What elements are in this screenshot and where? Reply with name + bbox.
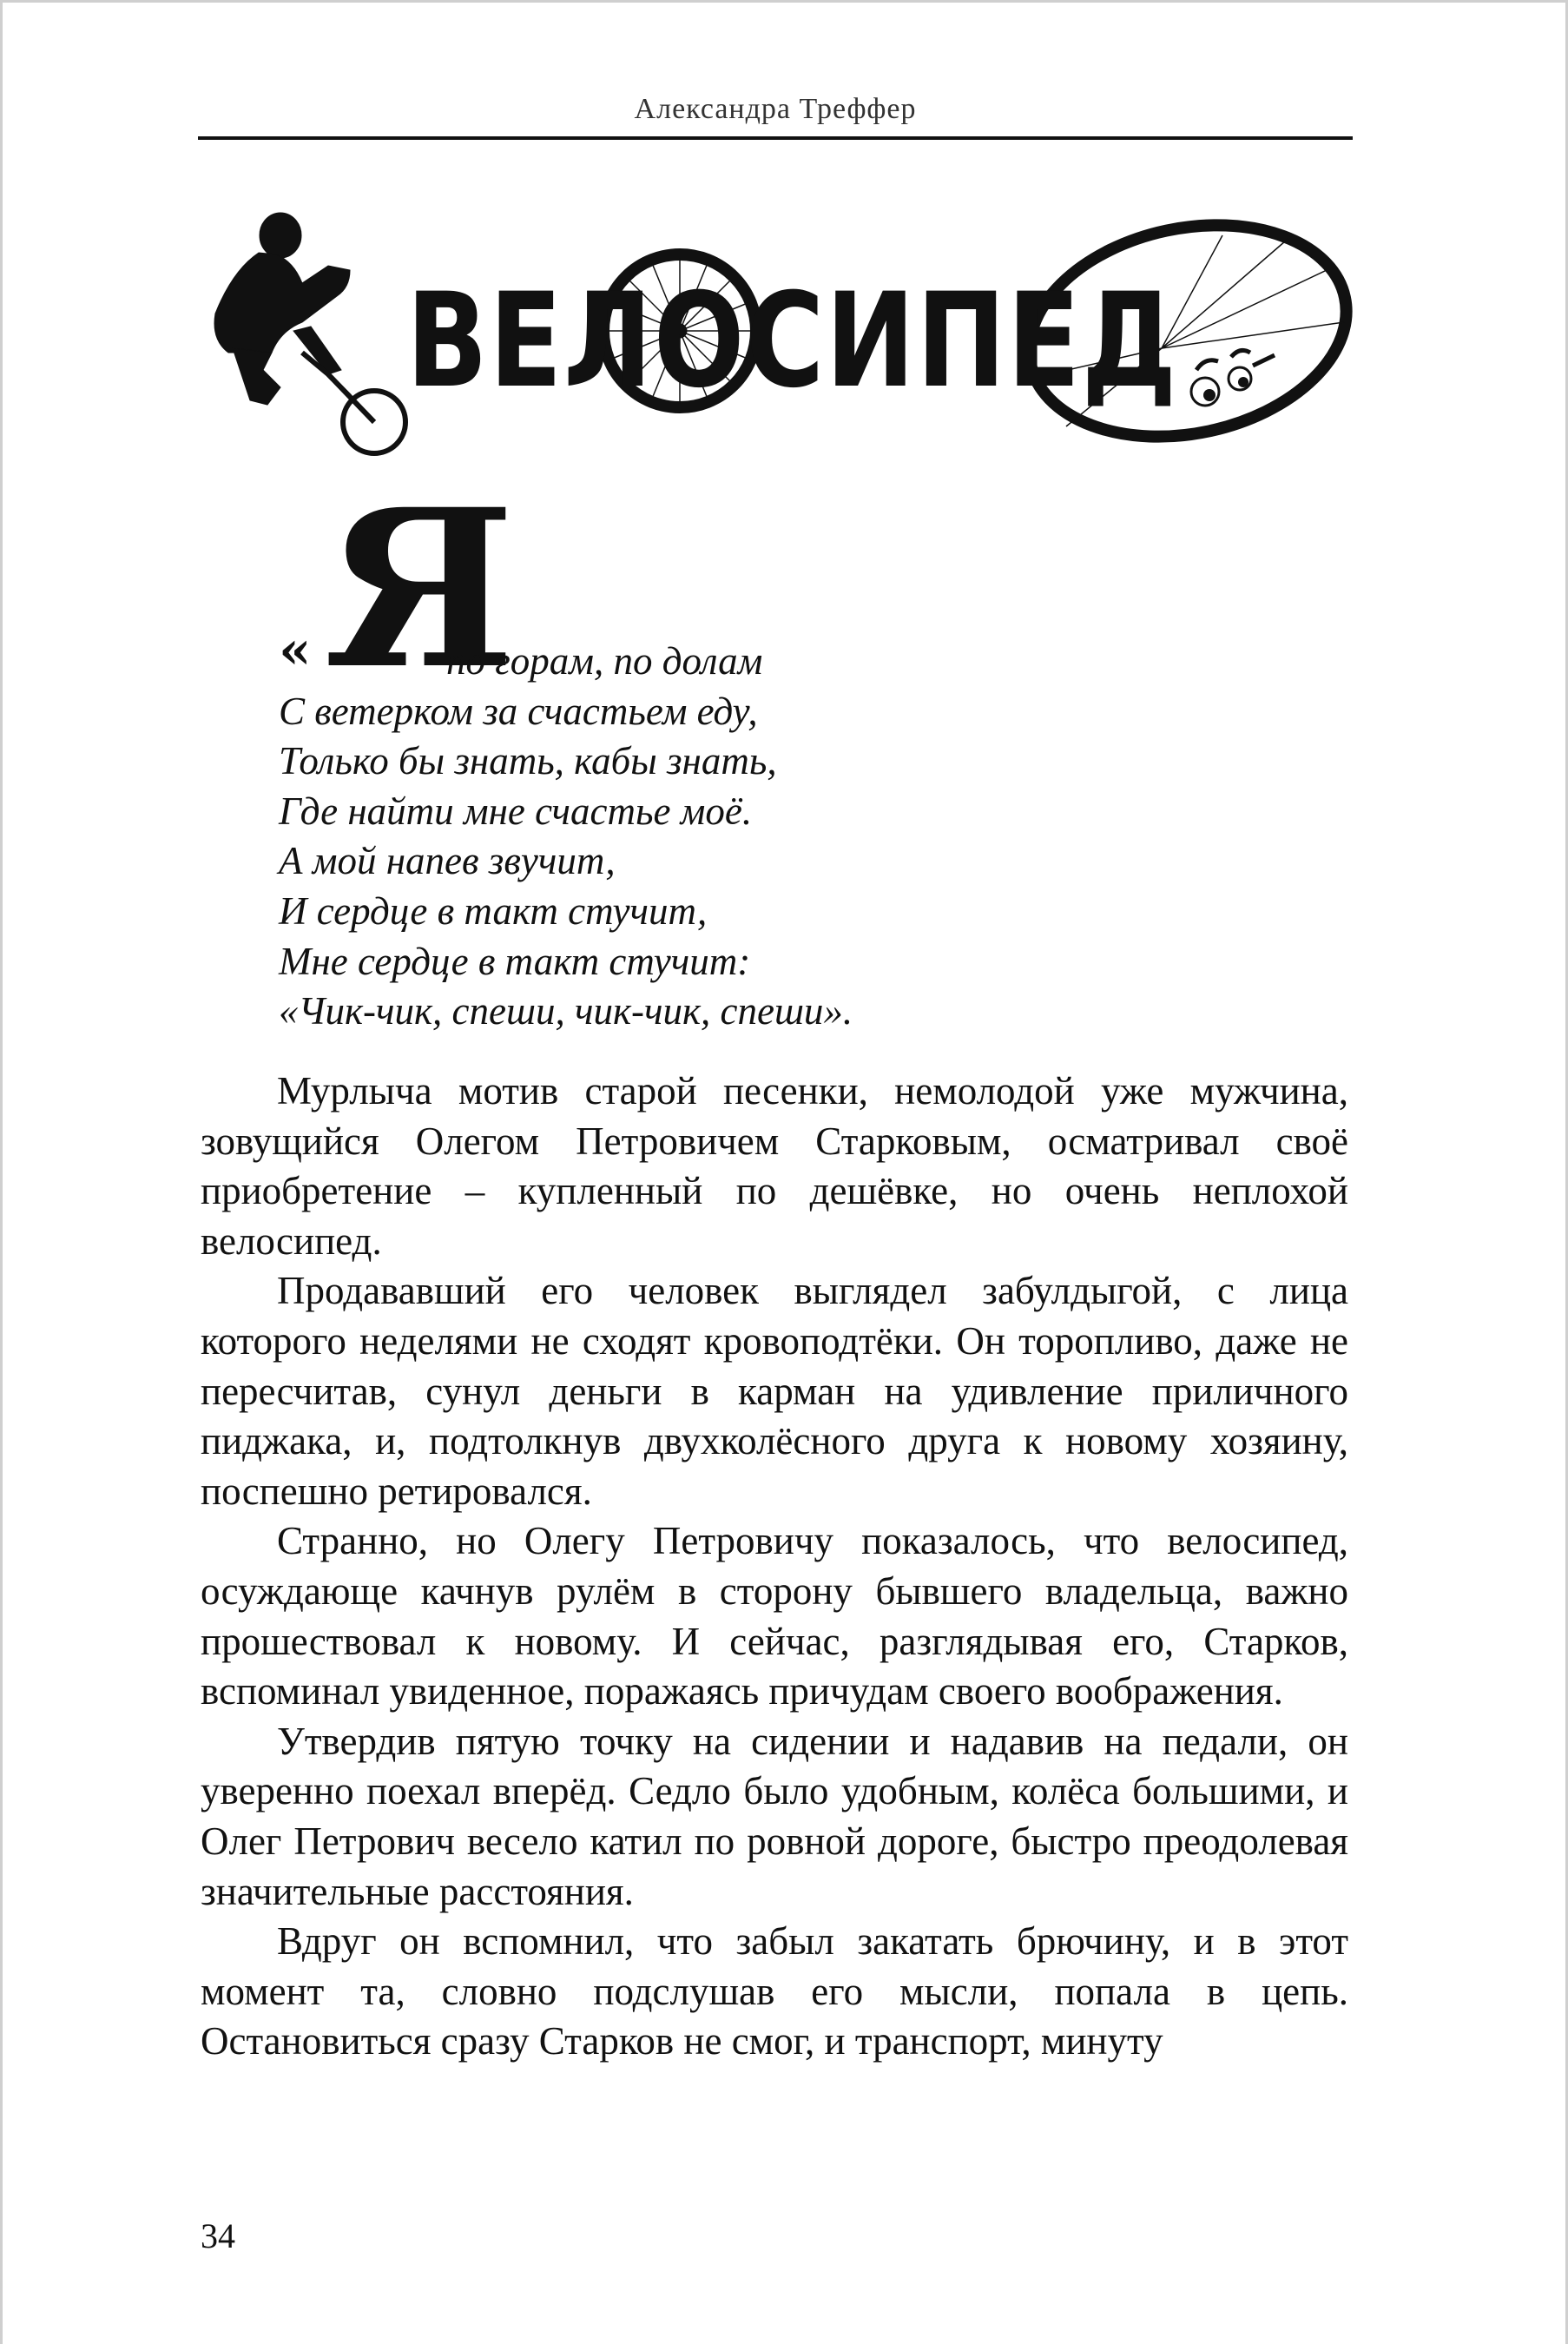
paragraph: Вдруг он вспомнил, что забыл закатать брючину, и в этот момент та, словно подслушав его мысли, попала в цепь. Остановиться сразу Старков не смог, и транспорт, минуту (201, 1919, 1348, 2063)
verse-line: И сердце в такт стучит, (279, 888, 708, 933)
verse-line: С ветерком за счастьем еду, (279, 689, 758, 733)
chapter-title (198, 263, 1361, 419)
running-head: Александра Треффер (634, 93, 917, 125)
verse-line: Мне сердце в такт стучит: (279, 939, 751, 983)
verse-line: по горам, по долам (446, 639, 763, 683)
drop-cap: Я (324, 461, 516, 716)
verse-line: «Чик-чик, спеши, чик-чик, спеши». (279, 989, 853, 1033)
opening-quote-mark: « (279, 620, 312, 681)
page-number: 34 (201, 2216, 235, 2255)
paragraph: Продававший его человек выглядел забулдыгой, с лица которого неделями не сходят кровоподтёки. Он торопливо, даже не пересчитав, сунул деньги в карман на удивление приличного пиджака, и, подтолкнув двухколёсного друга к новому хозяину, поспешно ретировался. (201, 1269, 1348, 1513)
header-rule (198, 136, 1353, 140)
body-text (201, 1066, 1348, 2067)
paragraph: Странно, но Олегу Петровичу показалось, что велосипед, осуждающе качнув рулём в сторону бывшего владельца, важно прошествовал к новому. И сейчас, разглядывая его, Старков, вспоминал увиденное, поражаясь причудам своего воображения. (201, 1519, 1348, 1713)
epigraph-verse (279, 637, 1321, 1037)
verse-line: Где найти мне счастье моё. (279, 789, 753, 833)
verse-line: Только бы знать, кабы знать, (279, 739, 777, 783)
paragraph: Утвердив пятую точку на сидении и надавив на педали, он уверенно поехал вперёд. Седло было удобным, колёса большими, и Олег Петрович весело катил по ровной дороге, быстро преодолевая значительные расстояния. (201, 1719, 1348, 1913)
paragraph: Мурлыча мотив старой песенки, немолодой уже мужчина, зовущийся Олегом Петровичем Старковым, осматривал своё приобретение – купленный по дешёвке, но очень неплохой велосипед. (201, 1069, 1348, 1263)
chapter-title-text: ВЕЛОСИПЕД (406, 266, 1178, 417)
verse-line: А мой напев звучит, (279, 839, 616, 883)
